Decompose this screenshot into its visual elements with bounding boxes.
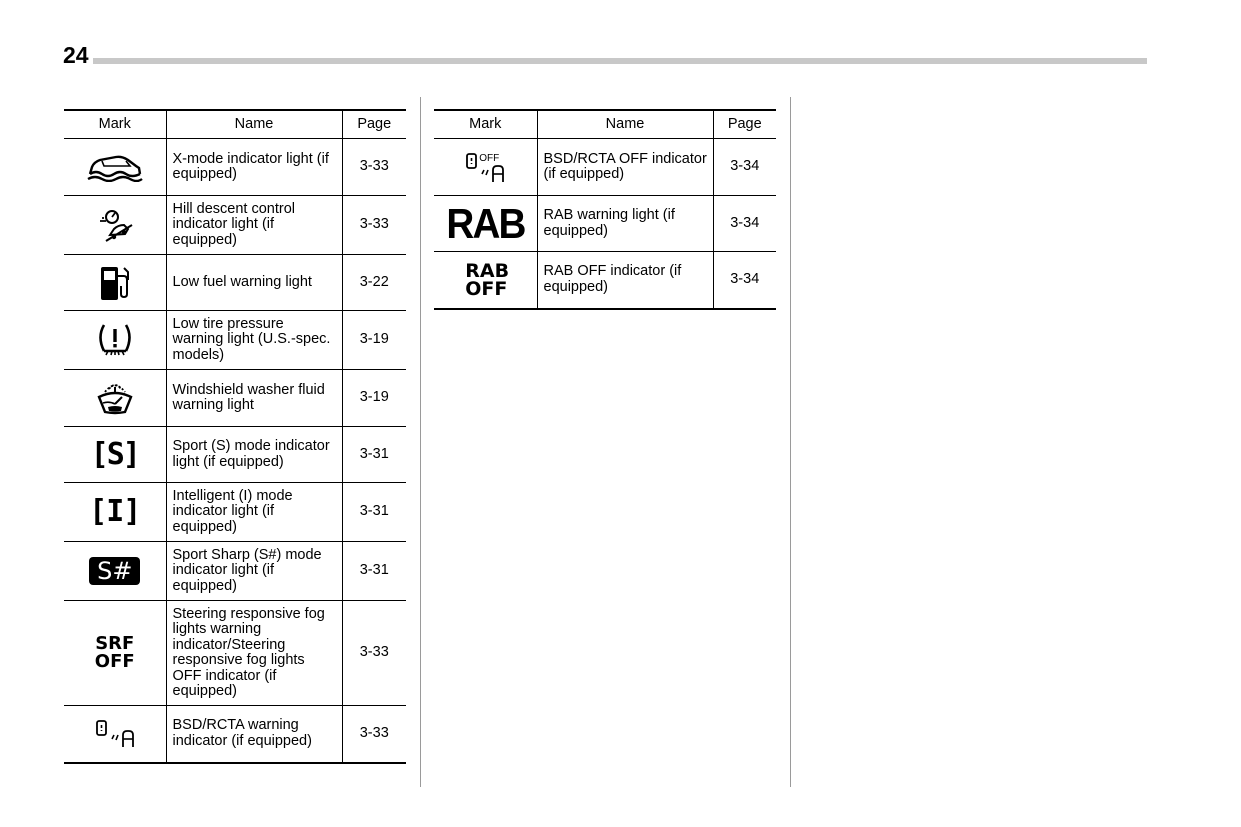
row-page: 3-33 [342, 706, 406, 763]
row-name: Sport (S) mode indicator light (if equipped) [166, 427, 342, 483]
row-name: Windshield washer fluid warning light [166, 370, 342, 427]
tire-pressure-icon [95, 322, 135, 358]
row-name: Hill descent control indicator light (if equipped) [166, 196, 342, 255]
row-page: 3-31 [342, 483, 406, 542]
page-number: 24 [63, 42, 89, 68]
row-page: 3-33 [342, 139, 406, 196]
row-page: 3-33 [342, 196, 406, 255]
rab-off-icon: RAB OFF [465, 259, 510, 300]
table-row [64, 139, 406, 196]
row-name: Steering responsive fog lights warning indicator/Steering responsive fog lights OFF indicator (if equipped) [166, 601, 342, 706]
washer-fluid-icon [95, 379, 135, 417]
table-row [434, 139, 776, 196]
bsd-rcta-icon [95, 719, 135, 749]
table-row [64, 370, 406, 427]
row-page: 3-34 [713, 252, 776, 309]
row-page: 3-31 [342, 427, 406, 483]
row-name: Low fuel warning light [166, 255, 342, 311]
row-name: Sport Sharp (S#) mode indicator light (if equipped) [166, 542, 342, 601]
column-header-name: Name [537, 110, 713, 139]
header-rule [93, 58, 1147, 64]
table-row [64, 196, 406, 255]
row-page: 3-19 [342, 311, 406, 370]
row-name: RAB OFF indicator (if equipped) [537, 252, 713, 309]
table-row [434, 196, 776, 252]
table-row [64, 601, 406, 706]
column-header-page: Page [713, 110, 776, 139]
row-page: 3-34 [713, 139, 776, 196]
hill-descent-control-icon [92, 207, 138, 243]
bsd-rcta-off-icon [465, 150, 505, 184]
table-row [64, 706, 406, 763]
row-page: 3-34 [713, 196, 776, 252]
column-header-mark: Mark [434, 110, 537, 139]
off-label: OFF [479, 153, 500, 164]
table-row [434, 252, 776, 309]
row-page: 3-33 [342, 601, 406, 706]
rab-icon: RAB [446, 199, 525, 247]
table-row [64, 542, 406, 601]
intelligent-mode-icon: [I] [89, 494, 141, 529]
indicator-table-left [64, 109, 406, 764]
row-name: Intelligent (I) mode indicator light (if equipped) [166, 483, 342, 542]
column-header-name: Name [166, 110, 342, 139]
low-fuel-icon [98, 264, 132, 302]
row-page: 3-22 [342, 255, 406, 311]
row-page: 3-19 [342, 370, 406, 427]
row-page: 3-31 [342, 542, 406, 601]
row-name: X-mode indicator light (if equipped) [166, 139, 342, 196]
sport-sharp-icon: S# [89, 557, 140, 585]
table-row [64, 255, 406, 311]
column-divider [420, 97, 421, 787]
table-row [64, 427, 406, 483]
row-name: BSD/RCTA warning indicator (if equipped) [166, 706, 342, 763]
x-mode-icon [86, 152, 144, 182]
sport-mode-icon: [S] [90, 436, 139, 472]
column-header-page: Page [342, 110, 406, 139]
table-row [64, 483, 406, 542]
column-divider [790, 97, 791, 787]
table-row [64, 311, 406, 370]
srf-off-icon: SRF OFF [94, 633, 135, 672]
row-name: BSD/RCTA OFF indicator (if equipped) [537, 139, 713, 196]
column-header-mark: Mark [64, 110, 166, 139]
row-name: Low tire pressure warning light (U.S.-spec. models) [166, 311, 342, 370]
row-name: RAB warning light (if equipped) [537, 196, 713, 252]
indicator-table-right [434, 109, 776, 310]
